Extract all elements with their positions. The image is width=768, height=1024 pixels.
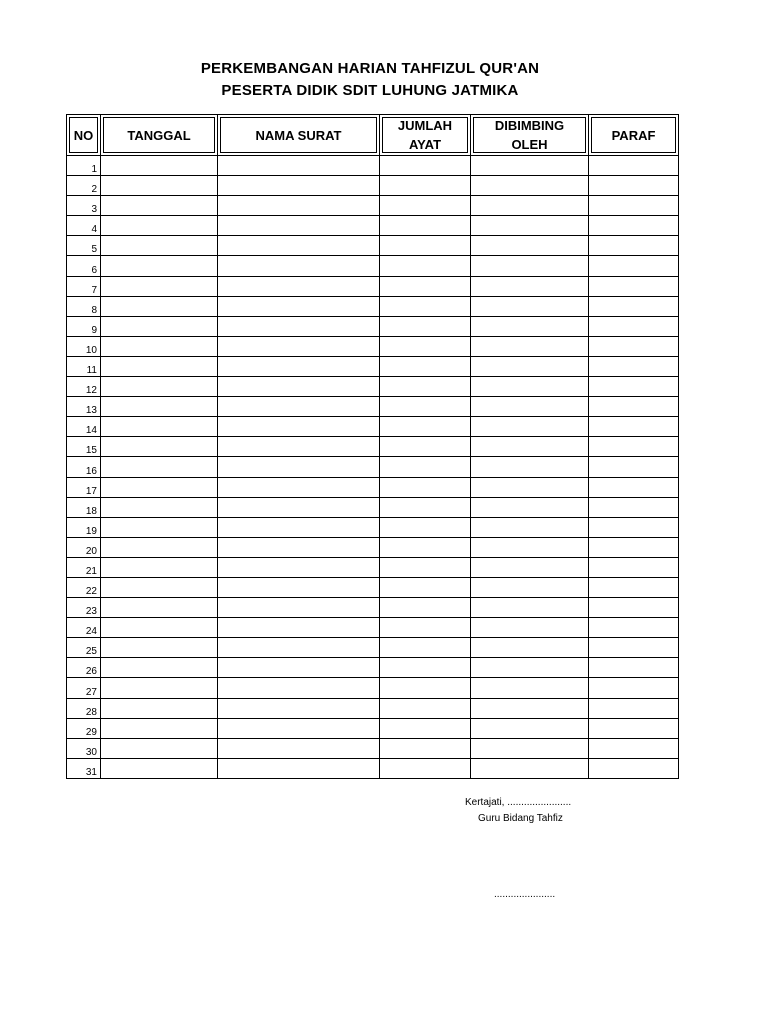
cell-tanggal[interactable]: [101, 256, 218, 276]
cell-jumlah-ayat[interactable]: [380, 557, 471, 577]
cell-jumlah-ayat[interactable]: [380, 236, 471, 256]
cell-dibimbing-oleh[interactable]: [471, 698, 589, 718]
cell-no: 24: [67, 618, 101, 638]
cell-tanggal[interactable]: [101, 216, 218, 236]
table-row: [67, 236, 679, 256]
table-row: [67, 296, 679, 316]
cell-paraf[interactable]: [589, 417, 679, 437]
cell-jumlah-ayat[interactable]: [380, 176, 471, 196]
cell-tanggal[interactable]: [101, 577, 218, 597]
cell-nama-surat[interactable]: [218, 276, 380, 296]
cell-nama-surat[interactable]: [218, 517, 380, 537]
header-dibimbing-oleh: [471, 115, 589, 156]
table-row: [67, 738, 679, 758]
cell-dibimbing-oleh[interactable]: [471, 537, 589, 557]
cell-nama-surat[interactable]: [218, 658, 380, 678]
cell-tanggal[interactable]: [101, 598, 218, 618]
cell-dibimbing-oleh[interactable]: [471, 758, 589, 778]
cell-dibimbing-oleh[interactable]: [471, 276, 589, 296]
header-dibimbing-oleh-line2: OLEH: [511, 137, 548, 152]
table-row: [67, 156, 679, 176]
table-row: [67, 718, 679, 738]
cell-nama-surat[interactable]: [218, 256, 380, 276]
cell-jumlah-ayat[interactable]: [380, 156, 471, 176]
cell-jumlah-ayat[interactable]: [380, 477, 471, 497]
cell-no: 30: [67, 738, 101, 758]
cell-tanggal[interactable]: [101, 176, 218, 196]
cell-nama-surat[interactable]: [218, 336, 380, 356]
cell-dibimbing-oleh[interactable]: [471, 417, 589, 437]
table-header-row: [67, 115, 679, 156]
cell-nama-surat[interactable]: [218, 718, 380, 738]
cell-dibimbing-oleh[interactable]: [471, 497, 589, 517]
cell-nama-surat[interactable]: [218, 156, 380, 176]
cell-dibimbing-oleh[interactable]: [471, 316, 589, 336]
cell-dibimbing-oleh[interactable]: [471, 477, 589, 497]
table-row: [67, 356, 679, 376]
table-row: [67, 658, 679, 678]
cell-jumlah-ayat[interactable]: [380, 698, 471, 718]
cell-paraf[interactable]: [589, 678, 679, 698]
page-title-line-2: PESERTA DIDIK SDIT LUHUNG JATMIKA: [221, 82, 519, 99]
table-row: [67, 316, 679, 336]
cell-nama-surat[interactable]: [218, 216, 380, 236]
table-row: [67, 336, 679, 356]
cell-no: 13: [67, 397, 101, 417]
table-row: [67, 176, 679, 196]
cell-nama-surat[interactable]: [218, 618, 380, 638]
cell-paraf[interactable]: [589, 356, 679, 376]
table-row: [67, 638, 679, 658]
table-row: [67, 598, 679, 618]
signature-name-line: ......................: [494, 889, 556, 900]
cell-jumlah-ayat[interactable]: [380, 718, 471, 738]
cell-tanggal[interactable]: [101, 296, 218, 316]
table-row: [67, 537, 679, 557]
cell-no: 8: [67, 296, 101, 316]
cell-no: 27: [67, 678, 101, 698]
cell-tanggal[interactable]: [101, 758, 218, 778]
cell-paraf[interactable]: [589, 196, 679, 216]
cell-paraf[interactable]: [589, 216, 679, 236]
cell-paraf[interactable]: [589, 477, 679, 497]
cell-nama-surat[interactable]: [218, 738, 380, 758]
cell-jumlah-ayat[interactable]: [380, 377, 471, 397]
cell-dibimbing-oleh[interactable]: [471, 256, 589, 276]
cell-no: 29: [67, 718, 101, 738]
cell-paraf[interactable]: [589, 397, 679, 417]
header-nama-surat: NAMA SURAT: [218, 115, 380, 156]
table-row: [67, 517, 679, 537]
cell-tanggal[interactable]: [101, 356, 218, 376]
cell-paraf[interactable]: [589, 577, 679, 597]
table-row: [67, 758, 679, 778]
cell-nama-surat[interactable]: [218, 457, 380, 477]
cell-no: 5: [67, 236, 101, 256]
cell-jumlah-ayat[interactable]: [380, 577, 471, 597]
cell-jumlah-ayat[interactable]: [380, 678, 471, 698]
cell-dibimbing-oleh[interactable]: [471, 738, 589, 758]
cell-tanggal[interactable]: [101, 658, 218, 678]
cell-nama-surat[interactable]: [218, 577, 380, 597]
cell-paraf[interactable]: [589, 557, 679, 577]
cell-paraf[interactable]: [589, 256, 679, 276]
cell-tanggal[interactable]: [101, 397, 218, 417]
cell-nama-surat[interactable]: [218, 437, 380, 457]
table-row: [67, 196, 679, 216]
cell-jumlah-ayat[interactable]: [380, 598, 471, 618]
cell-nama-surat[interactable]: [218, 497, 380, 517]
cell-jumlah-ayat[interactable]: [380, 397, 471, 417]
cell-nama-surat[interactable]: [218, 537, 380, 557]
cell-no: 2: [67, 176, 101, 196]
table-row: [67, 437, 679, 457]
cell-nama-surat[interactable]: [218, 296, 380, 316]
cell-jumlah-ayat[interactable]: [380, 196, 471, 216]
cell-no: 1: [67, 156, 101, 176]
cell-paraf[interactable]: [589, 537, 679, 557]
cell-tanggal[interactable]: [101, 477, 218, 497]
cell-nama-surat[interactable]: [218, 477, 380, 497]
cell-dibimbing-oleh[interactable]: [471, 678, 589, 698]
cell-dibimbing-oleh[interactable]: [471, 196, 589, 216]
cell-paraf[interactable]: [589, 437, 679, 457]
cell-tanggal[interactable]: [101, 377, 218, 397]
cell-dibimbing-oleh[interactable]: [471, 557, 589, 577]
page-title-line-1: PERKEMBANGAN HARIAN TAHFIZUL QUR'AN: [200, 60, 540, 77]
cell-jumlah-ayat[interactable]: [380, 738, 471, 758]
table-row: [67, 397, 679, 417]
cell-tanggal[interactable]: [101, 236, 218, 256]
cell-tanggal[interactable]: [101, 417, 218, 437]
cell-dibimbing-oleh[interactable]: [471, 377, 589, 397]
cell-dibimbing-oleh[interactable]: [471, 397, 589, 417]
cell-paraf[interactable]: [589, 236, 679, 256]
cell-dibimbing-oleh[interactable]: [471, 236, 589, 256]
cell-paraf[interactable]: [589, 758, 679, 778]
header-no: NO: [67, 115, 101, 156]
table-row: [67, 417, 679, 437]
cell-no: 18: [67, 497, 101, 517]
cell-jumlah-ayat[interactable]: [380, 517, 471, 537]
cell-tanggal[interactable]: [101, 437, 218, 457]
cell-no: 26: [67, 658, 101, 678]
cell-jumlah-ayat[interactable]: [380, 336, 471, 356]
cell-paraf[interactable]: [589, 738, 679, 758]
cell-dibimbing-oleh[interactable]: [471, 437, 589, 457]
cell-no: 12: [67, 377, 101, 397]
cell-tanggal[interactable]: [101, 316, 218, 336]
cell-nama-surat[interactable]: [218, 316, 380, 336]
header-paraf: PARAF: [589, 115, 679, 156]
cell-tanggal[interactable]: [101, 276, 218, 296]
signature-place-date: Kertajati, .......................: [465, 797, 572, 808]
header-jumlah-ayat-line2: AYAT: [408, 137, 442, 152]
cell-paraf[interactable]: [589, 497, 679, 517]
cell-nama-surat[interactable]: [218, 678, 380, 698]
cell-paraf[interactable]: [589, 336, 679, 356]
cell-no: 6: [67, 256, 101, 276]
table-row: [67, 377, 679, 397]
table-row: [67, 276, 679, 296]
cell-tanggal[interactable]: [101, 497, 218, 517]
cell-dibimbing-oleh[interactable]: [471, 598, 589, 618]
cell-jumlah-ayat[interactable]: [380, 437, 471, 457]
cell-no: 16: [67, 457, 101, 477]
cell-no: 15: [67, 437, 101, 457]
cell-jumlah-ayat[interactable]: [380, 457, 471, 477]
cell-paraf[interactable]: [589, 276, 679, 296]
cell-dibimbing-oleh[interactable]: [471, 296, 589, 316]
cell-dibimbing-oleh[interactable]: [471, 658, 589, 678]
cell-no: 10: [67, 336, 101, 356]
cell-no: 31: [67, 758, 101, 778]
cell-paraf[interactable]: [589, 698, 679, 718]
cell-tanggal[interactable]: [101, 738, 218, 758]
signature-role: Guru Bidang Tahfiz: [478, 813, 563, 824]
cell-nama-surat[interactable]: [218, 758, 380, 778]
cell-nama-surat[interactable]: [218, 417, 380, 437]
cell-nama-surat[interactable]: [218, 236, 380, 256]
cell-nama-surat[interactable]: [218, 377, 380, 397]
cell-paraf[interactable]: [589, 517, 679, 537]
cell-no: 17: [67, 477, 101, 497]
cell-nama-surat[interactable]: [218, 196, 380, 216]
cell-no: 11: [67, 356, 101, 376]
cell-no: 22: [67, 577, 101, 597]
cell-tanggal[interactable]: [101, 336, 218, 356]
cell-paraf[interactable]: [589, 176, 679, 196]
cell-nama-surat[interactable]: [218, 356, 380, 376]
cell-no: 9: [67, 316, 101, 336]
cell-no: 4: [67, 216, 101, 236]
cell-dibimbing-oleh[interactable]: [471, 718, 589, 738]
cell-paraf[interactable]: [589, 598, 679, 618]
cell-dibimbing-oleh[interactable]: [471, 517, 589, 537]
cell-jumlah-ayat[interactable]: [380, 296, 471, 316]
cell-nama-surat[interactable]: [218, 176, 380, 196]
cell-no: 23: [67, 598, 101, 618]
cell-tanggal[interactable]: [101, 678, 218, 698]
cell-paraf[interactable]: [589, 156, 679, 176]
cell-paraf[interactable]: [589, 718, 679, 738]
cell-no: 14: [67, 417, 101, 437]
cell-tanggal[interactable]: [101, 537, 218, 557]
header-jumlah-ayat: [380, 115, 471, 156]
header-tanggal: TANGGAL: [101, 115, 218, 156]
cell-no: 21: [67, 557, 101, 577]
cell-jumlah-ayat[interactable]: [380, 356, 471, 376]
table-row: [67, 618, 679, 638]
table-row: [67, 216, 679, 236]
table-row: [67, 698, 679, 718]
cell-jumlah-ayat[interactable]: [380, 316, 471, 336]
cell-tanggal[interactable]: [101, 557, 218, 577]
cell-no: 7: [67, 276, 101, 296]
cell-tanggal[interactable]: [101, 698, 218, 718]
header-jumlah-ayat-line1: JUMLAH: [397, 118, 453, 133]
cell-jumlah-ayat[interactable]: [380, 537, 471, 557]
cell-dibimbing-oleh[interactable]: [471, 356, 589, 376]
cell-tanggal[interactable]: [101, 718, 218, 738]
cell-dibimbing-oleh[interactable]: [471, 336, 589, 356]
cell-dibimbing-oleh[interactable]: [471, 618, 589, 638]
cell-paraf[interactable]: [589, 638, 679, 658]
cell-tanggal[interactable]: [101, 638, 218, 658]
table-row: [67, 477, 679, 497]
table-row: [67, 678, 679, 698]
table-row: [67, 256, 679, 276]
cell-jumlah-ayat[interactable]: [380, 216, 471, 236]
cell-no: 20: [67, 537, 101, 557]
cell-tanggal[interactable]: [101, 517, 218, 537]
cell-no: 25: [67, 638, 101, 658]
cell-jumlah-ayat[interactable]: [380, 658, 471, 678]
tahfiz-progress-table: [66, 114, 679, 779]
cell-jumlah-ayat[interactable]: [380, 618, 471, 638]
tahfiz-table-container: [66, 114, 678, 779]
cell-no: 3: [67, 196, 101, 216]
cell-nama-surat[interactable]: [218, 638, 380, 658]
cell-dibimbing-oleh[interactable]: [471, 176, 589, 196]
cell-jumlah-ayat[interactable]: [380, 417, 471, 437]
cell-nama-surat[interactable]: [218, 698, 380, 718]
cell-no: 19: [67, 517, 101, 537]
cell-paraf[interactable]: [589, 618, 679, 638]
cell-jumlah-ayat[interactable]: [380, 256, 471, 276]
cell-nama-surat[interactable]: [218, 557, 380, 577]
cell-paraf[interactable]: [589, 316, 679, 336]
header-dibimbing-oleh-line1: DIBIMBING: [494, 118, 565, 133]
table-row: [67, 497, 679, 517]
table-row: [67, 457, 679, 477]
table-row: [67, 557, 679, 577]
cell-paraf[interactable]: [589, 658, 679, 678]
cell-dibimbing-oleh[interactable]: [471, 216, 589, 236]
cell-jumlah-ayat[interactable]: [380, 758, 471, 778]
cell-no: 28: [67, 698, 101, 718]
cell-tanggal[interactable]: [101, 156, 218, 176]
cell-nama-surat[interactable]: [218, 397, 380, 417]
cell-dibimbing-oleh[interactable]: [471, 156, 589, 176]
cell-tanggal[interactable]: [101, 196, 218, 216]
cell-tanggal[interactable]: [101, 618, 218, 638]
cell-jumlah-ayat[interactable]: [380, 497, 471, 517]
table-body: [67, 156, 679, 779]
cell-dibimbing-oleh[interactable]: [471, 577, 589, 597]
cell-dibimbing-oleh[interactable]: [471, 638, 589, 658]
cell-dibimbing-oleh[interactable]: [471, 457, 589, 477]
cell-paraf[interactable]: [589, 377, 679, 397]
cell-paraf[interactable]: [589, 457, 679, 477]
cell-tanggal[interactable]: [101, 457, 218, 477]
cell-nama-surat[interactable]: [218, 598, 380, 618]
cell-jumlah-ayat[interactable]: [380, 638, 471, 658]
table-row: [67, 577, 679, 597]
cell-jumlah-ayat[interactable]: [380, 276, 471, 296]
cell-paraf[interactable]: [589, 296, 679, 316]
